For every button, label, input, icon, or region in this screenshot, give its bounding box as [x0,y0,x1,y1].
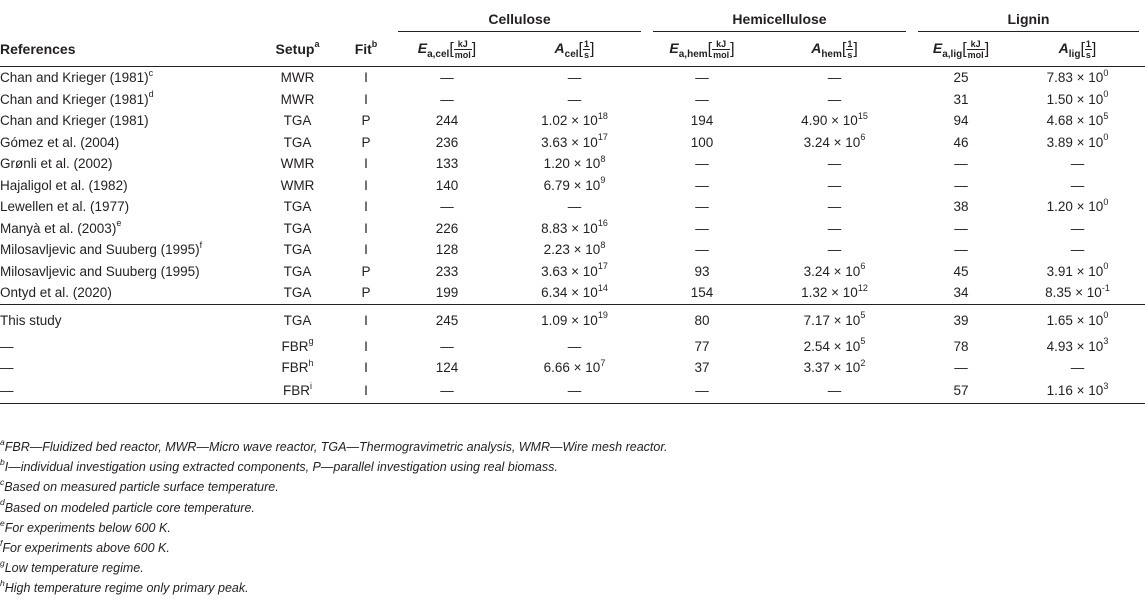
cell-e-hem: — [695,242,709,258]
cell-e-hem: — [647,379,757,404]
cell-a-cel: — [567,91,582,107]
cell-setup: MWR [280,91,315,107]
group-header-hemicellulose: Hemicellulose [647,8,912,32]
column-header-row [0,32,1145,67]
cell-a-lig: $1.16 \times 10^3$ [1010,379,1145,404]
header-e-lig: $E_{a,lig}$[ $\frac{kJ}{\text{mol}}$ ] [932,38,990,60]
kinetic-parameters-table [0,8,1145,404]
cell-reference: Manyà et al. $(2003)^e$ [0,218,122,236]
cell-a-cel: $3.63 \times 10^{17}$ [541,132,608,150]
cell-e-lig: 25 [953,70,969,86]
header-setup: Setup$^a$ [275,39,320,57]
cell-a-hem: $1.32 \times 10^{12}$ [801,282,868,301]
header-e-cel: $E_{a,cel}$[ $\frac{kJ}{\text{mol}}$ ] [417,38,477,60]
cell-fit: P [361,285,371,301]
cell-a-hem: — [827,220,842,236]
cell-e-lig: — [954,360,968,376]
footnote: $^h$High temperature regime only primary peak. [0,578,249,596]
header-a-hem: $A_{hem}$[ $\frac{1}{s}$ ] [811,38,858,60]
cell-fit: I [364,91,368,107]
group-header-cellulose: Cellulose [392,8,647,32]
cell-a-cel: — [567,70,582,86]
cell-e-hem: — [695,177,709,193]
cell-reference: Lewellen et al. (1977) [0,199,130,215]
table-body [0,67,1145,404]
cell-a-cel: $6.79 \times 10^9$ [543,175,606,193]
cell-fit: I [340,379,392,404]
cell-a-lig: — [1070,156,1085,172]
cell-a-lig: $4.68 \times 10^5$ [1046,110,1109,129]
cell-a-cel: $3.63 \times 10^{17}$ [541,261,608,279]
cell-reference: Milosavljevic and Suuberg (1995) [0,263,200,279]
table-row [0,261,1145,283]
cell-a-lig: $3.89 \times 10^0$ [1046,132,1109,150]
table-row [0,196,1145,218]
cell-a-hem: $3.37 \times 10^2$ [803,357,866,376]
cell-a-lig: $1.50 \times 10^0$ [1046,89,1109,107]
cell-e-cel: 199 [435,285,459,301]
cell-setup: FBR$^h$ [281,357,314,376]
table-row [0,175,1145,197]
cell-fit: P [361,113,371,129]
cell-a-hem: — [827,177,842,193]
cell-e-lig: 46 [953,134,969,150]
cell-e-lig: 31 [953,91,969,107]
cell-fit: I [340,304,392,336]
cell-e-hem: 93 [694,263,710,279]
cell-e-hem: 100 [690,134,714,150]
cell-e-cel: 124 [435,360,459,376]
cell-a-lig: $3.91 \times 10^0$ [1046,261,1109,279]
table-row [0,282,1145,304]
header-fit: Fit$^b$ [354,39,378,57]
cell-a-lig: $1.20 \times 10^0$ [1046,196,1109,215]
cell-setup: TGA [283,242,312,258]
cell-a-hem: — [827,199,842,215]
cell-e-cel: — [440,70,454,86]
cell-a-hem: $3.24 \times 10^6$ [803,261,866,279]
cell-a-lig: — [1070,177,1085,193]
cell-a-cel: — [502,379,647,404]
table-row [0,153,1145,175]
cell-e-lig: — [954,242,968,258]
cell-a-lig: $1.65 \times 10^0$ [1010,304,1145,336]
cell-e-lig: 38 [953,199,969,215]
cell-e-hem: — [695,199,709,215]
header-a-cel: $A_{cel}$[ $\frac{1}{s}$ ] [554,38,595,60]
footnotes [0,437,1145,599]
cell-setup: TGA [255,304,340,336]
table-row [0,218,1145,240]
cell-a-lig: — [1070,220,1085,236]
cell-setup: WMR [280,177,315,193]
cell-setup: MWR [280,70,315,86]
cell-a-lig: $4.93 \times 10^3$ [1046,336,1109,354]
cell-a-hem: — [827,70,842,86]
cell-e-hem: — [695,91,709,107]
cell-e-cel: 226 [435,220,459,236]
header-references: References [0,41,76,57]
cell-e-hem: 194 [690,113,714,129]
cell-a-cel: $2.23 \times 10^8$ [543,239,606,258]
footnote: $^a$FBR—Fluidized bed reactor, MWR—Micro wave reactor, TGA—Thermogravimetric analysis, WMR—Wire mesh reactor. [0,436,668,454]
cell-a-hem: $4.90 \times 10^{15}$ [801,110,868,129]
cell-fit: I [364,242,368,258]
table-row [0,379,1145,404]
cell-e-cel: 140 [435,177,459,193]
cell-e-lig: — [954,220,968,236]
cell-setup: TGA [283,220,312,236]
cell-a-cel: $6.34 \times 10^{14}$ [541,282,608,301]
cell-reference: Chan and Krieger $(1981)^c$ [0,67,154,86]
cell-a-cel: $8.83 \times 10^{16}$ [541,218,608,236]
table-row [0,239,1145,261]
cell-reference: Chan and Krieger (1981) [0,113,149,129]
cell-a-hem: $3.24 \times 10^6$ [803,132,866,150]
cell-e-cel: 245 [392,304,502,336]
cell-fit: I [364,338,368,354]
cell-e-cel: — [392,379,502,404]
cell-a-cel: $6.66 \times 10^7$ [543,357,606,376]
cell-reference: Grønli et al. (2002) [0,156,113,172]
cell-a-cel: — [567,338,582,354]
cell-e-hem: — [695,70,709,86]
cell-e-hem: 37 [694,360,710,376]
cell-reference: Gómez et al. (2004) [0,134,120,150]
cell-a-hem: — [757,379,912,404]
cell-setup: FBR$^g$ [281,336,314,354]
cell-e-hem: — [695,156,709,172]
cell-fit: I [364,220,368,236]
cell-setup: FBR$^i$ [255,379,340,404]
table-row [0,132,1145,154]
cell-e-lig: — [954,156,968,172]
cell-fit: I [364,177,368,193]
footnote: $^f$For experiments above 600 K. [0,537,170,555]
cell-a-hem: — [827,156,842,172]
cell-a-hem: $7.17 \times 10^5$ [757,304,912,336]
cell-reference: Ontyd et al. (2020) [0,285,112,301]
cell-e-lig: 94 [953,113,969,129]
table-row [0,67,1145,89]
cell-e-cel: — [440,199,454,215]
cell-reference: Chan and Krieger $(1981)^d$ [0,89,154,107]
cell-reference: Milosavljevic and Suuberg $(1995)^f$ [0,239,203,258]
footnote: $^d$Based on modeled particle core temperature. [0,497,255,515]
cell-e-cel: 128 [435,242,459,258]
cell-a-hem: $2.54 \times 10^5$ [803,336,866,354]
cell-e-cel: 233 [435,263,459,279]
cell-a-hem: — [827,91,842,107]
group-header-lignin: Lignin [912,8,1145,32]
cell-fit: I [364,199,368,215]
cell-fit: P [361,134,371,150]
table-row [0,336,1145,358]
cell-e-cel: — [440,91,454,107]
cell-a-lig: — [1070,360,1085,376]
cell-e-lig: 39 [912,304,1010,336]
group-header-row [0,8,1145,32]
cell-e-hem: 154 [690,285,714,301]
table-row [0,357,1145,379]
header-e-hem: $E_{a,hem}$[ $\frac{kJ}{\text{mol}}$ ] [669,38,735,60]
footnote: $^e$For experiments below 600 K. [0,517,171,535]
cell-reference: Hajaligol et al. (1982) [0,177,128,193]
cell-e-cel: 133 [435,156,459,172]
cell-a-cel: — [567,199,582,215]
cell-e-lig: — [954,177,968,193]
cell-e-lig: 34 [953,285,969,301]
cell-a-lig: $7.83 \times 10^0$ [1046,67,1109,86]
cell-reference: — [0,338,14,354]
cell-e-lig: 57 [912,379,1010,404]
cell-reference: This study [0,304,255,336]
cell-a-cel: $1.20 \times 10^8$ [543,153,606,172]
cell-setup: WMR [280,156,315,172]
header-a-lig: $A_{lig}$[ $\frac{1}{s}$ ] [1058,38,1097,60]
footnote: $^g$Low temperature regime. [0,557,144,576]
cell-e-hem: — [695,220,709,236]
table-row [0,304,1145,336]
cell-a-cel: $1.02 \times 10^{18}$ [541,110,608,129]
cell-setup: TGA [283,263,312,279]
cell-e-lig: 78 [953,338,969,354]
cell-e-lig: 45 [953,263,969,279]
cell-fit: P [361,263,371,279]
cell-e-hem: 77 [694,338,710,354]
cell-a-cel: $1.09 \times 10^{19}$ [502,304,647,336]
cell-setup: TGA [283,285,312,301]
cell-e-cel: — [440,338,454,354]
cell-reference: — [0,379,255,404]
footnote: $^c$Based on measured particle surface temperature. [0,477,279,495]
cell-setup: TGA [283,134,312,150]
table-row [0,110,1145,132]
cell-e-cel: 244 [435,113,459,129]
cell-a-lig: — [1070,242,1085,258]
footnote: $^b$I—individual investigation using extracted components, P—parallel investigation using real biomass. [0,457,558,475]
cell-a-hem: — [827,242,842,258]
cell-setup: TGA [283,199,312,215]
cell-fit: I [364,156,368,172]
cell-fit: I [364,70,368,86]
cell-e-cel: 236 [435,134,459,150]
cell-fit: I [364,360,368,376]
cell-setup: TGA [283,113,312,129]
cell-e-hem: 80 [647,304,757,336]
cell-a-lig: $8.35 \times 10^{-1}$ [1045,282,1110,301]
table-row [0,89,1145,111]
cell-reference: — [0,360,14,376]
